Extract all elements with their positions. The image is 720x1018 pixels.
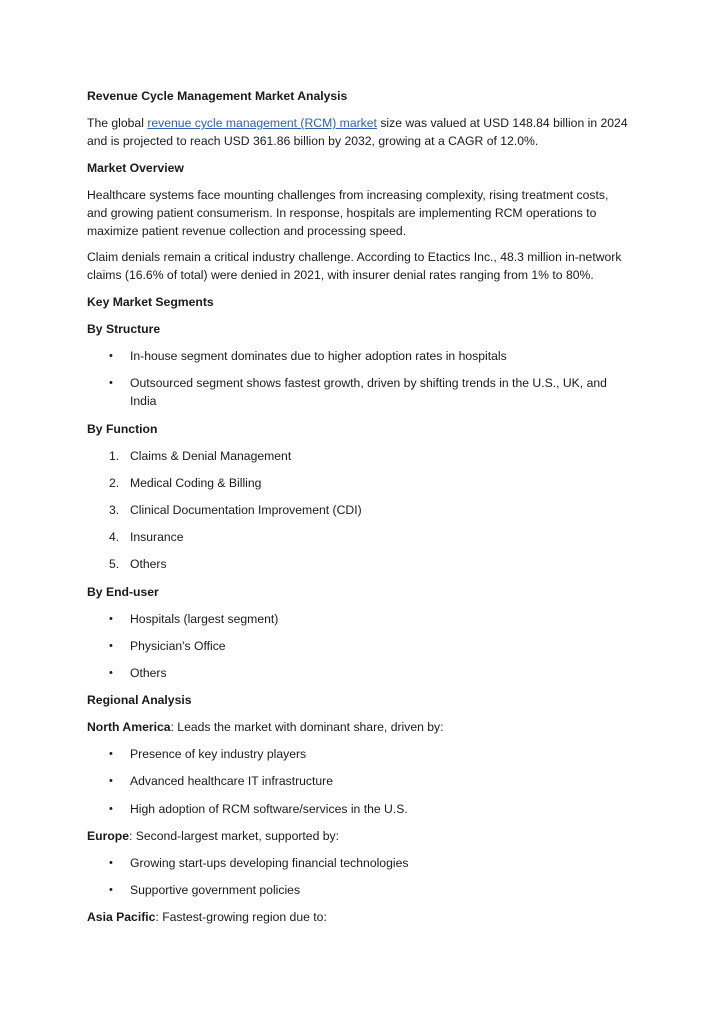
by-end-user-heading: By End-user: [87, 585, 159, 599]
bullet-marker: •: [109, 884, 113, 896]
overview-paragraph-1: [87, 186, 647, 240]
list-item-line: Outsourced segment shows fastest growth, driven by shifting trends in the U.S., UK, and: [130, 376, 607, 390]
list-item-text: Growing start-ups developing financial technologies: [130, 856, 409, 870]
list-item-text: Physician's Office: [130, 639, 226, 653]
list-number: 3.: [109, 503, 120, 517]
bullet-marker: •: [109, 377, 113, 389]
bullet-marker: •: [109, 350, 113, 362]
regional-analysis-heading: Regional Analysis: [87, 693, 192, 707]
key-segments-heading: Key Market Segments: [87, 295, 214, 309]
region-label: North America: [87, 720, 171, 734]
list-item-line: India: [130, 394, 157, 408]
list-item-text: Supportive government policies: [130, 883, 301, 897]
bullet-marker: •: [109, 748, 113, 760]
bullet-marker: •: [109, 667, 113, 679]
list-item-text: Others: [130, 666, 167, 680]
by-structure-heading: By Structure: [87, 322, 161, 336]
list-item-text: Clinical Documentation Improvement (CDI): [130, 503, 362, 517]
bullet-marker: •: [109, 613, 113, 625]
bullet-marker: •: [109, 857, 113, 869]
list-item-text: Hospitals (largest segment): [130, 612, 279, 626]
region-label: Europe: [87, 829, 129, 843]
intro-text-pre: The global: [87, 116, 148, 130]
overview-p1-line: maximize patient revenue collection and processing speed.: [87, 224, 407, 238]
list-number: 5.: [109, 557, 120, 571]
region-description: : Leads the market with dominant share, driven by:: [170, 720, 444, 734]
list-item-text: Medical Coding & Billing: [130, 476, 262, 490]
list-item-text: Presence of key industry players: [130, 747, 307, 761]
intro-line-2: and is projected to reach USD 361.86 billion by 2032, growing at a CAGR of 12.0%.: [87, 134, 539, 148]
europe-paragraph: [87, 827, 647, 845]
overview-p2-line: claims (16.6% of total) were denied in 2021, with insurer denial rates ranging from 1% to 80%.: [87, 268, 594, 282]
list-item-text: Advanced healthcare IT infrastructure: [130, 774, 334, 788]
intro-paragraph: [87, 114, 647, 150]
region-label: Asia Pacific: [87, 910, 156, 924]
intro-text-post: size was valued at USD 148.84 billion in 2024: [376, 116, 628, 130]
intro-line-1: [87, 114, 647, 132]
overview-p1-line: Healthcare systems face mounting challenges from increasing complexity, rising treatment costs,: [87, 188, 609, 202]
bullet-marker: •: [109, 803, 113, 815]
list-item-text: Insurance: [130, 530, 184, 544]
document-title: Revenue Cycle Management Market Analysis: [87, 89, 348, 103]
list-item-text: Claims & Denial Management: [130, 449, 292, 463]
region-description: : Fastest-growing region due to:: [155, 910, 327, 924]
rcm-market-link[interactable]: revenue cycle management (RCM) market: [147, 116, 377, 130]
list-number: 1.: [109, 449, 120, 463]
list-number: 2.: [109, 476, 120, 490]
overview-p2-line: Claim denials remain a critical industry challenge. According to Etactics Inc., 48.3 million in-network: [87, 250, 622, 264]
overview-paragraph-2: [87, 248, 647, 284]
asia-pacific-paragraph: [87, 908, 647, 926]
list-item-text: [130, 374, 630, 410]
list-item-text: In-house segment dominates due to higher adoption rates in hospitals: [130, 349, 507, 363]
by-function-heading: By Function: [87, 422, 158, 436]
bullet-marker: •: [109, 775, 113, 787]
list-item-text: Others: [130, 557, 167, 571]
overview-p1-line: and growing patient consumerism. In response, hospitals are implementing RCM operations to: [87, 206, 597, 220]
market-overview-heading: Market Overview: [87, 161, 184, 175]
north-america-paragraph: [87, 718, 647, 736]
list-item-text: High adoption of RCM software/services in the U.S.: [130, 802, 408, 816]
bullet-marker: •: [109, 640, 113, 652]
region-description: : Second-largest market, supported by:: [128, 829, 339, 843]
list-number: 4.: [109, 530, 120, 544]
